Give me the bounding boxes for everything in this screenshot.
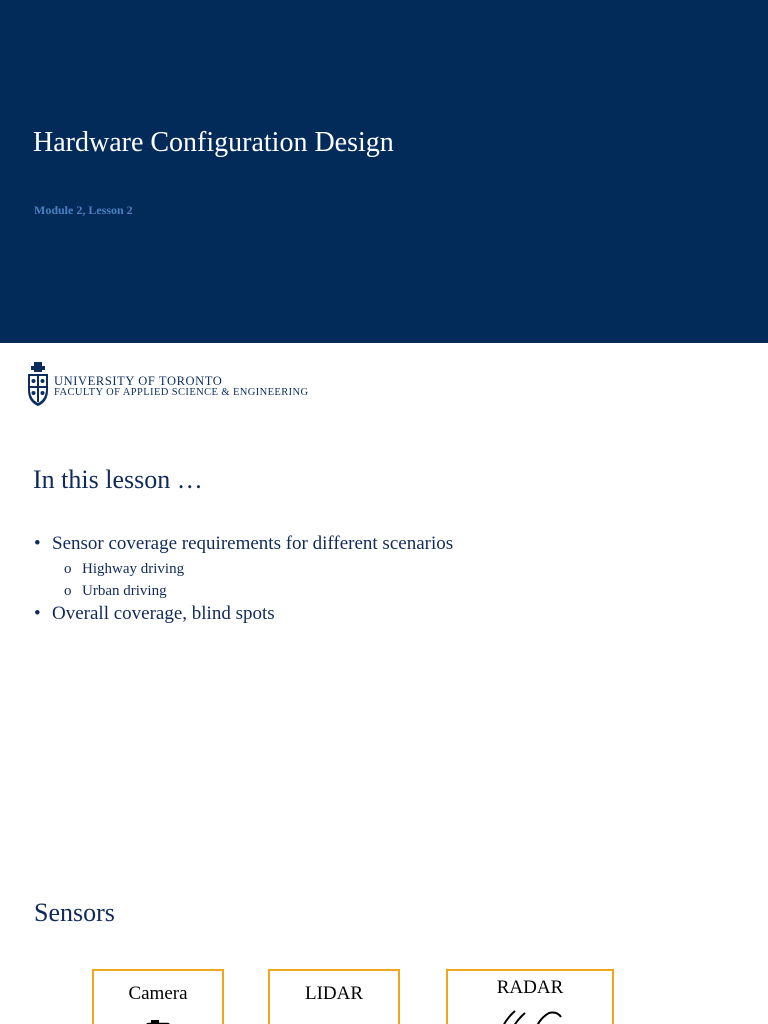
sensor-card-lidar	[268, 969, 400, 1024]
sensor-label: LIDAR	[304, 983, 364, 1004]
bullet-text: Overall coverage, blind spots	[52, 603, 275, 624]
bullet-item	[34, 532, 453, 602]
lesson-bullets	[34, 532, 453, 626]
crest-icon	[25, 360, 51, 408]
logo-university-name: UNIVERSITY OF TORONTO	[54, 374, 223, 388]
sensors-title: Sensors	[34, 898, 115, 927]
slide-subtitle: Module 2, Lesson 2	[34, 203, 133, 217]
sensor-label: Camera	[128, 983, 188, 1004]
bullet-text: Sensor coverage requirements for different scenarios	[52, 533, 454, 554]
logo-faculty-name: FACULTY OF APPLIED SCIENCE & ENGINEERING	[54, 387, 309, 398]
sensor-label: RADAR	[496, 977, 564, 998]
bullet-item	[34, 602, 453, 626]
sub-bullets	[64, 558, 453, 602]
camera-icon	[136, 1019, 180, 1024]
slide-title: Hardware Configuration Design	[33, 127, 394, 158]
sub-bullet-item: o Urban driving	[64, 580, 453, 602]
lesson-title: In this lesson …	[33, 465, 203, 494]
university-logo	[25, 360, 325, 408]
sensor-card-radar	[446, 969, 614, 1024]
radar-icon	[485, 1007, 575, 1024]
sub-bullet-item: o Highway driving	[64, 558, 453, 580]
sensor-card-camera	[92, 969, 224, 1024]
title-slide	[0, 0, 768, 343]
